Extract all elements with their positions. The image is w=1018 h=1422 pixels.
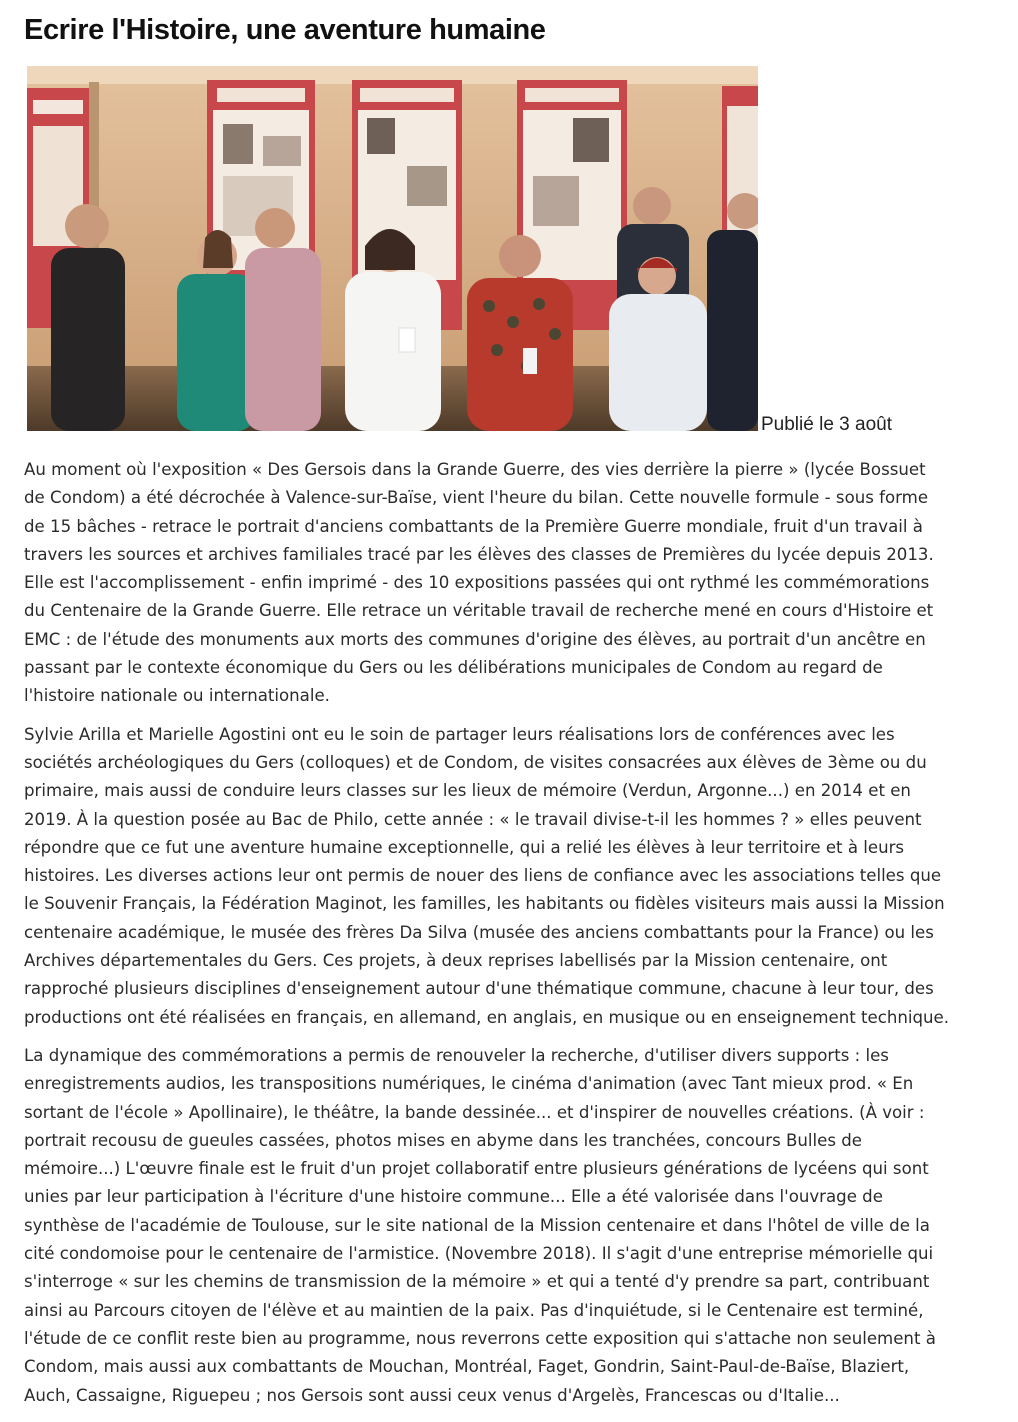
article-body [24,456,999,1420]
text-line: portrait recousu de gueules cassées, photos mises en abyme dans les tranchées, concours Bulles de [24,1130,862,1150]
text-line: histoires. Les diverses actions leur ont permis de nouer des liens de confiance avec les associations telles que [24,866,942,886]
text-line: de 15 bâches - retrace le portrait d'anciens combattants de la Première Guerre mondiale, fruit d'un travail à [24,516,923,536]
text-line: répondre que ce fut une aventure humaine exceptionnelle, qui a relié les élèves à leur territoire et à leurs [24,837,905,857]
text-line: ainsi au Parcours citoyen de l'élève et au maintien de la paix. Pas d'inquiétude, si le Centenaire est terminé, [24,1300,924,1320]
text-line: primaire, mais aussi de conduire leurs classes sur les lieux de mémoire (Verdun, Argonne...) en 2014 et en [24,781,911,801]
text-line: enregistrements audios, les transpositions numériques, le cinéma d'animation (avec Tant mieux prod. « En [24,1074,914,1094]
text-line: cité condomoise pour le centenaire de l'armistice. (Novembre 2018). Il s'agit d'une entreprise mémorielle qui [24,1244,934,1264]
text-line: du Centenaire de la Grande Guerre. Elle retrace un véritable travail de recherche mené en cours d'Histoire et [24,601,934,621]
text-line: Au moment où l'exposition « Des Gersois dans la Grande Guerre, des vies derrière la pierre » (lycée Bossuet [24,460,926,479]
text-line: productions ont été réalisées en français, en allemand, en anglais, en musique ou en enseignement technique. [24,1007,950,1027]
text-line: sortant de l'école » Apollinaire), le théâtre, la bande dessinée... et d'inspirer de nouvelles créations. (À voir : [24,1102,925,1122]
paragraph-2 [24,721,999,1032]
text-line: travers les sources et archives familiales tracé par les élèves des classes de Premières du lycée depuis 2013. [24,544,934,564]
text-line: synthèse de l'académie de Toulouse, sur le site national de la Mission centenaire et dans l'hôtel de ville de la [24,1215,930,1235]
paragraph-3 [24,1042,999,1410]
paragraph-1 [24,456,999,711]
text-line: passant par le contexte économique du Gers ou les délibérations municipales de Condom au regard de [24,658,883,678]
text-line: l'étude de ce conflit reste bien au programme, nous reverrons cette exposition qui s'attache non seulement à [24,1328,936,1348]
text-line: Archives départementales du Gers. Ces projets, à deux reprises labellisés par la Mission centenaire, ont [24,951,888,971]
text-line: Sylvie Arilla et Marielle Agostini ont eu le soin de partager leurs réalisations lors de conférences avec les [24,724,895,744]
text-line: mémoire...) L'œuvre finale est le fruit d'un projet collaboratif entre plusieurs générations de lycéens qui sont [24,1159,929,1179]
article-photo [27,66,758,431]
text-line: de Condom) a été décrochée à Valence-sur-Baïse, vient l'heure du bilan. Cette nouvelle formule - sous forme [24,488,929,508]
article-title: Ecrire l'Histoire, une aventure humaine [24,14,546,46]
text-line: unies par leur participation à l'écriture d'une histoire commune... Elle a été valorisée dans l'ouvrage de [24,1187,883,1207]
publication-date: Publié le 3 août [761,414,892,435]
text-line: Condom, mais aussi aux combattants de Mouchan, Montréal, Faget, Gondrin, Saint-Paul-de-Baïse, Blaziert, [24,1357,910,1377]
text-line: La dynamique des commémorations a permis de renouveler la recherche, d'utiliser divers supports : les [24,1045,889,1065]
text-line: Elle est l'accomplissement - enfin imprimé - des 10 expositions passées qui ont rythmé les commémorations [24,573,930,593]
text-line: l'histoire nationale ou internationale. [24,686,330,706]
text-line: centenaire académique, le musée des frères Da Silva (musée des anciens combattants pour la France) ou les [24,922,934,942]
text-line: EMC : de l'étude des monuments aux morts des communes d'origine des élèves, au portrait d'un ancêtre en [24,629,926,649]
text-line: 2019. À la question posée au Bac de Philo, cette année : « le travail divise-t-il les hommes ? » elles peuvent [24,809,922,829]
text-line: rapproché plusieurs disciplines d'enseignement autour d'une thématique commune, chacune à leur tour, des [24,979,934,999]
text-line: le Souvenir Français, la Fédération Maginot, les familles, les habitants ou fidèles visiteurs mais aussi la Mission [24,894,945,914]
text-line: Auch, Cassaigne, Riguepeu ; nos Gersois sont aussi ceux venus d'Argelès, Francescas ou d'Italie... [24,1385,840,1405]
text-line: sociétés archéologiques du Gers (colloques) et de Condom, de visites consacrées aux élèves de 3ème ou du [24,752,927,772]
text-line: s'interroge « sur les chemins de transmission de la mémoire » et qui a tenté d'y prendre sa part, contribuant [24,1272,930,1292]
